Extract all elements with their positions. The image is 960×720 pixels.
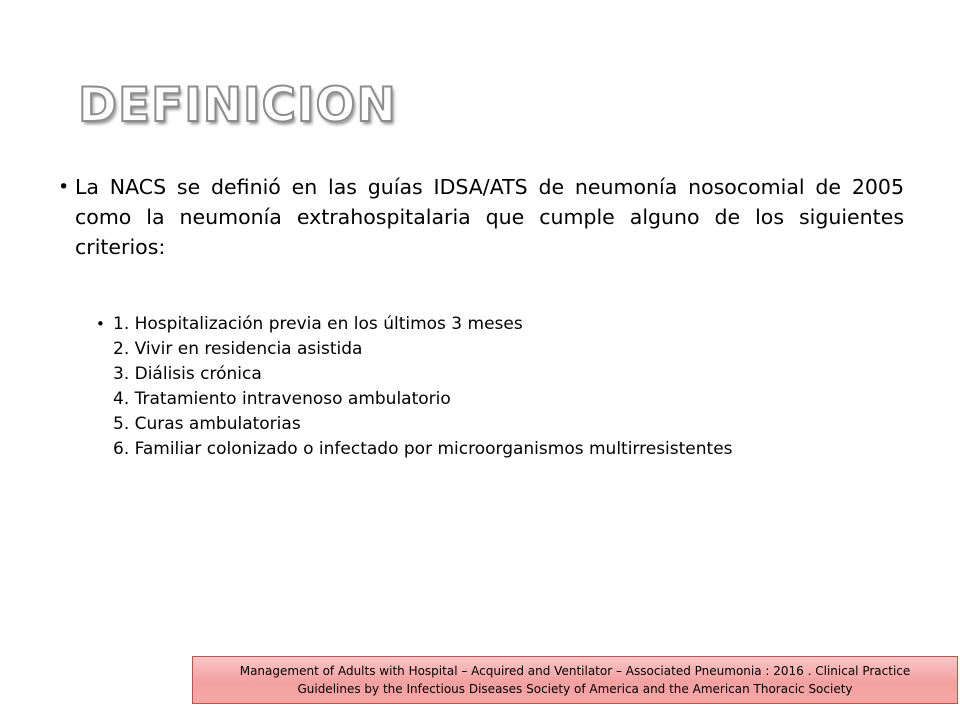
- slide-title: DEFINICION: [78, 78, 397, 133]
- criteria-item: 3. Diálisis crónica: [113, 364, 262, 384]
- criteria-item: 1. Hospitalización previa en los últimos 3 meses: [113, 314, 523, 334]
- criteria-list: [113, 312, 876, 462]
- reference-line: Guidelines by the Infectious Diseases Society of America and the American Thoracic Society: [297, 682, 853, 696]
- reference-line: Management of Adults with Hospital – Acquired and Ventilator – Associated Pneumonia : 2016 . Clinical Practice: [239, 664, 911, 678]
- criteria-item: 4. Tratamiento intravenoso ambulatorio: [113, 389, 451, 409]
- reference-text: [240, 662, 911, 698]
- criteria-item: 2. Vivir en residencia asistida: [113, 339, 363, 359]
- bullet-icon: •: [58, 176, 70, 198]
- bullet-icon: •: [96, 315, 105, 333]
- criteria-item: 6. Familiar colonizado o infectado por microorganismos multirresistentes: [113, 439, 733, 459]
- criteria-bullet-item: [96, 312, 876, 462]
- main-bullet-item: [58, 172, 904, 262]
- reference-box: [192, 656, 958, 704]
- criteria-item: 5. Curas ambulatorias: [113, 414, 301, 434]
- main-bullet-text: La NACS se definió en las guías IDSA/ATS de neumonía nosocomial de 2005 como la neumonía extrahospitalaria que cumple alguno de los siguientes criterios:: [75, 175, 904, 259]
